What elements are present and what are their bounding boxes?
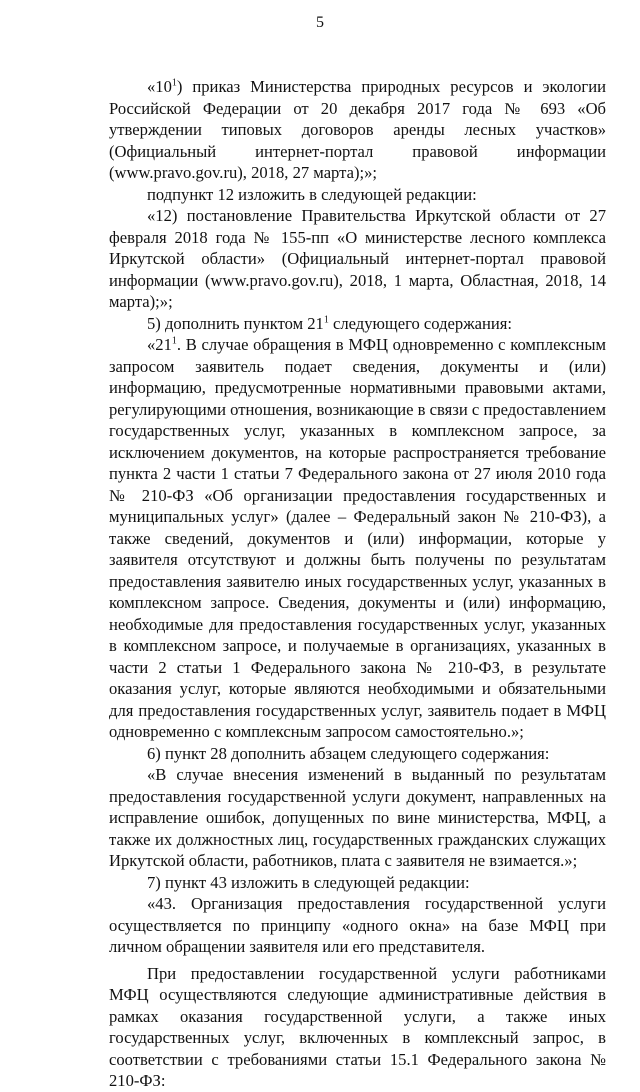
page-number: 5 — [316, 14, 324, 31]
paragraph-text: 6) пункт 28 дополнить абзацем следующего содержания: — [147, 743, 550, 763]
paragraph-text: 7) пункт 43 изложить в следующей редакции: — [147, 872, 470, 892]
paragraph-text: . В случае обращения в МФЦ одновременно с комплексным запросом заявитель подает сведения, документы и (или) информацию, предусмотренные нормативными правовыми актами, регулирующими отношения, возникающие в связи с предоставлением государственных услуг, указанных в комплексном запросе, за исключением документов, на которые распространяется требование пункта 2 части 1 статьи 7 Федерального закона от 27 июля 2010 года № 210-ФЗ «Об организации предоставления государственных и муниципальных услуг» (далее – Федеральный закон № 210-ФЗ), а также сведений, документов и (или) информации, которые у заявителя отсутствуют и должны быть получены по результатам предоставления заявителю иных государственных услуг, указанных в комплексном запросе. Сведения, документы и (или) информацию, необходимые для предоставления государственных услуг, указанных в комплексном запросе, и получаемые в организациях, указанных в части 2 статьи 1 Федерального закона № 210-ФЗ, в результате оказания услуг, которые являются необходимыми и обязательными для предоставления государственных услуг, заявитель подает в МФЦ одновременно с комплексным запросом самостоятельно.»; — [109, 335, 606, 741]
paragraph-text: ) приказ Министерства природных ресурсов и экологии Российской Федерации от 20 декабря 2017 года № 693 «Об утверждении типовых договоров аренды лесных участков» (Официальный интернет-портал правовой информации (www.pravo.gov.ru), 2018, 27 марта);»; — [109, 77, 606, 182]
paragraph-text: «21 — [147, 335, 172, 354]
body-paragraph — [109, 963, 606, 1092]
body-paragraph — [109, 76, 606, 184]
paragraph-text: «В случае внесения изменений в выданный по результатам предоставления государственной услуги документ, направленных на исправление ошибок, допущенных по вине министерства, МФЦ, а также их должностных лиц, государственных гражданских служащих Иркутской области, работников, плата с заявителя не взимается.»; — [109, 765, 606, 870]
body-paragraph — [109, 205, 606, 313]
superscript-index: 1 — [323, 313, 329, 325]
body-paragraph — [109, 743, 606, 765]
paragraph-text: подпункт 12 изложить в следующей редакции: — [147, 184, 477, 204]
body-paragraph — [109, 764, 606, 872]
body-paragraph — [109, 313, 606, 335]
superscript-index: 1 — [171, 335, 177, 347]
paragraph-text: «12) постановление Правительства Иркутской области от 27 февраля 2018 года № 155-пп «О министерстве лесного комплекса Иркутской области» (Официальный интернет-портал правовой информации (www.pravo.gov.ru), 2018, 1 марта, Областная, 2018, 14 марта);»; — [109, 206, 606, 311]
document-body — [109, 76, 606, 1092]
body-paragraph — [109, 872, 606, 894]
paragraph-text: следующего содержания: — [328, 313, 513, 333]
paragraph-text: При предоставлении государственной услуги работниками МФЦ осуществляются следующие административные действия в рамках оказания государственной услуги, а также иных государственных услуг, включенных в комплексный запрос, в соответствии с требованиями статьи 15.1 Федерального закона № 210-ФЗ: — [109, 963, 606, 1090]
paragraph-text: «10 — [147, 77, 172, 96]
body-paragraph — [109, 334, 606, 743]
paragraph-text: «43. Организация предоставления государственной услуги осуществляется по принципу «одного окна» на базе МФЦ при личном обращении заявителя или его представителя. — [109, 894, 606, 956]
body-paragraph — [109, 893, 606, 958]
paragraph-text: 5) дополнить пунктом 21 — [147, 313, 324, 333]
superscript-index: 1 — [171, 77, 177, 89]
body-paragraph — [109, 184, 606, 206]
